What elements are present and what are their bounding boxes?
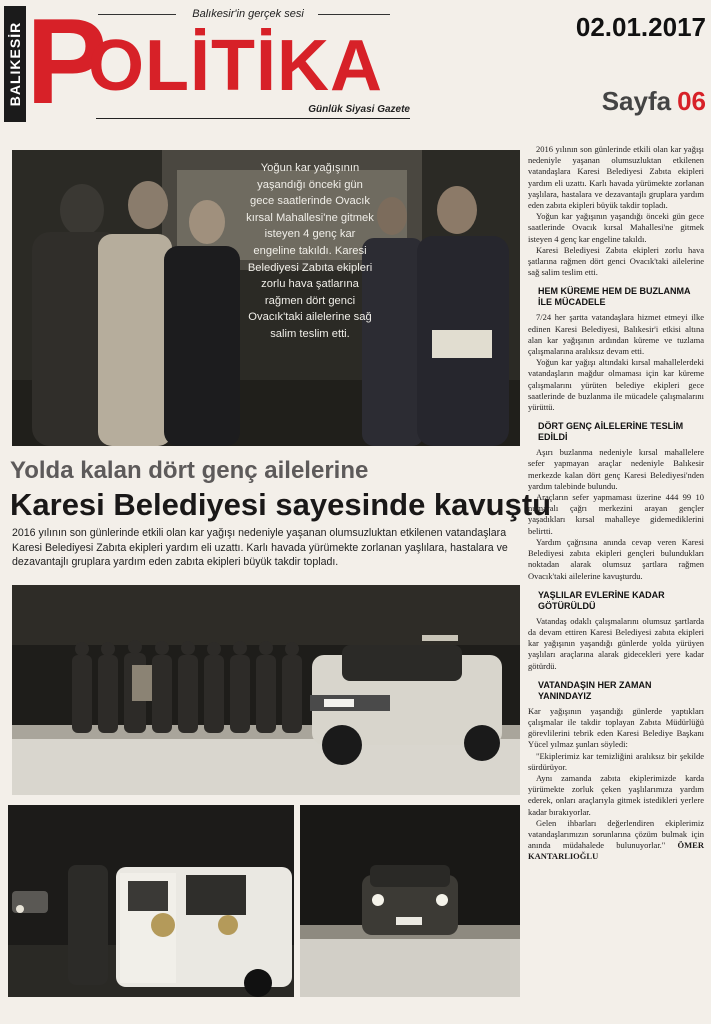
side-text: BALIKESİR: [7, 21, 24, 107]
page-number: [540, 86, 706, 120]
column-paragraph-final: [528, 818, 704, 863]
newspaper-subtitle: Günlük Siyasi Gazete: [308, 104, 410, 115]
subheading-kureme: HEM KÜREME HEM DE BUZLANMA İLE MÜCADELE: [538, 286, 691, 308]
masthead: [0, 0, 711, 135]
issue-date: 02.01.2017: [575, 12, 706, 42]
article-column: [528, 144, 704, 1024]
column-paragraph: 2016 yılının son günlerinde etkili olan kar yağışı nedeniyle yaşanan olumsuzluktan etkilenen vatandaşlara Karesi Belediyesi Zabıta ekipleri yardım eli uzattı. Karlı havada yürümekte zorlanan yaşlılara, hastalara ve dezavantajlı gruplara yardım eden zabıta ekipleri büyük takdir topladı.: [528, 144, 704, 211]
logo-letter-p: P: [26, 0, 108, 129]
masthead-rule: [96, 118, 410, 119]
headline-line-1: Yolda kalan dört genç ailelerine: [10, 457, 369, 484]
column-paragraph: "Ekiplerimiz kar temizliğini aralıksız bir şekilde sürdürüyor.: [528, 750, 704, 772]
headline-line-2: Karesi Belediyesi sayesinde kavuştu: [10, 487, 552, 522]
group-photo: [12, 585, 520, 795]
column-paragraph: Aynı zamanda zabıta ekiplerimizde karda yürümekte zorluk çeken yaşlılarımıza yardım ederek, onları araçlarıyla gitmek istedikleri yerlere kadar bırakıyorlar.: [528, 772, 704, 817]
truck-photo: [300, 805, 520, 997]
column-paragraph: Yoğun kar yağışı altındaki kırsal mahallelerdeki vatandaşların mağdur olmaması için kar küreme çalışmalarını yürüten belediye ekipleri gece saatlerinde de buzlanma ile mücadele çalışmalarını yürüttü.: [528, 357, 704, 413]
subheading-yaslilar: YAŞLILAR EVLERİNE KADAR GÖTÜRÜLDÜ: [538, 589, 665, 611]
tagline: Balıkesir'in gerçek sesi: [192, 8, 304, 20]
logo-wordmark: OLİTİKA: [88, 26, 383, 106]
column-paragraph: Karesi Belediyesi Zabıta ekipleri zorlu hava şatlarına rağmen dört genci Ovacık'taki ailelerine sağ salim teslim etti.: [528, 244, 704, 278]
column-paragraph: Yoğun kar yağışının yaşandığı önceki gün gece saatlerinde Ovacık kırsal Mahallesi'ne gitmek isteyen 4 genç kar engeline takıldı.: [528, 211, 704, 244]
column-paragraph: Kar yağışının yaşandığı günlerde yaptıkları çalışmalar ile takdir toplayan Zabıta Müdürlüğü görevlilerini tebrik eden Karesi Belediye Başkanı Yücel yılmaz şunları söyledi:: [528, 705, 704, 750]
subheading-vatandas: VATANDAŞIN HER ZAMAN YANINDAYIZ: [538, 679, 652, 701]
masthead-side-label: [4, 6, 26, 122]
lead-paragraph: 2016 yılının son günlerinde etkili olan kar yağışı nedeniyle yaşanan olumsuzluktan etkilenen vatandaşlara Karesi Belediyesi Zabıta ekipleri yardım eli uzattı. Karlı havada yürümekte zorlanan yaşlılara, hastalara ve dezavantajlı gruplara yardım eden zabıta ekipleri büyük takdir topladı.: [12, 527, 508, 568]
van-photo: [8, 805, 294, 997]
author-signature: ÖMER KANTARLIOĞLU: [528, 840, 704, 862]
column-paragraph: Aşırı buzlanma nedeniyle kırsal mahallelere sefer yapmayan araçlar nedeniyle Balıkesir merkezde kalan dört genç Karesi Belediyesi'nden yardım talebinde bulundu.: [528, 447, 704, 491]
subheading-dort-genc: DÖRT GENÇ AİLELERİNE TESLİM EDİLDİ: [538, 421, 684, 443]
column-paragraph: Vatandaş odaklı çalışmalarını olumsuz şartlarda da devam ettiren Karesi Belediyesi zabıta ekipleri kar yağışının yaşandığı günlerde yolda yürüyen yaşlıları araçlarına alarak gidecekleri yere kadar götürdü.: [528, 615, 704, 671]
photo-caption: Yoğun kar yağışının yaşandığı önceki gün gece saatlerinde Ovacık kırsal Mahallesi'ne gitmek isteyen 4 genç kar engeline takıldı. Karesi Belediyesi Zabıta ekipleri zorlu hava şatlarına rağmen dört genci Ovacık'taki ailelerine sağ salim teslim etti.: [246, 162, 374, 340]
tagline-rule-right: [318, 14, 390, 15]
page-label: Sayfa: [601, 86, 672, 116]
column-paragraph: Yardım çağrısına anında cevap veren Karesi Belediyesi zabıta ekipleri gençleri bulundukları noktadan alarak olumsuz şartlara rağmen Ovacık'taki ailelerine kavuşturdu.: [528, 536, 704, 581]
column-paragraph: 7/24 her şartta vatandaşlara hizmet etmeyi ilke edinen Karesi Belediyesi, Balıkesir'i etkisi altına alan kar yağışının ardından küreme ve tuzlama çalışmalarına aralıksız devam etti.: [528, 312, 704, 357]
page-number-value: 06: [677, 86, 706, 116]
column-final-text: Gelen ihbarları değerlendiren ekiplerimiz vatandaşlarımızın sorunlarına çözüm bulmak için anında müdahalede bulunuyorlar.": [528, 817, 704, 851]
column-paragraph: Araçların sefer yapmaması üzerine 444 99 10 numaralı çağrı merkezini arayan gençler yaşadıkları kırsal mahalleye gidemediklerini belirtti.: [528, 492, 704, 536]
